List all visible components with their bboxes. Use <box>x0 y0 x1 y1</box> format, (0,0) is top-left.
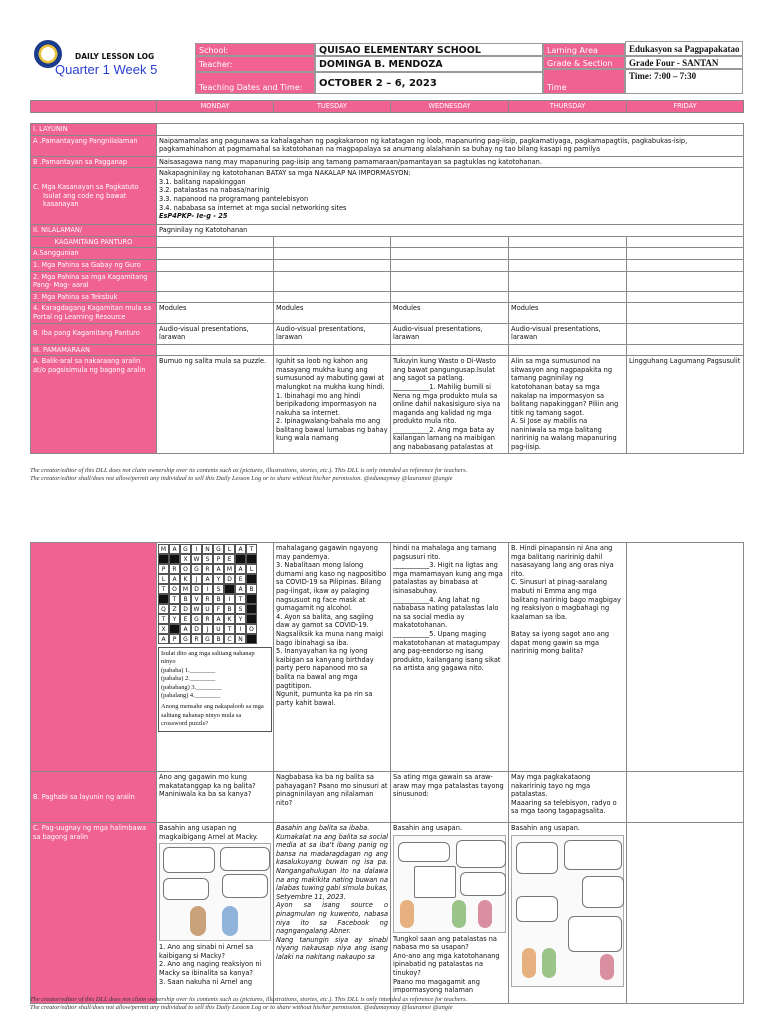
tekstbuk-label: 3. Mga Pahina sa Teksbuk <box>31 291 157 303</box>
crossword-cell <box>246 594 257 604</box>
puzzle-line: (pababa) 1.________ <box>161 666 216 674</box>
paghabi-tue: Nagbabasa ka ba ng balita sa pahayagan? Paano mo sinusuri at pinagninilayan ang nilalaman nito? <box>274 772 391 823</box>
crossword-cell: V <box>191 594 202 604</box>
lesson-table-page1 <box>30 100 744 454</box>
crossword-cell: A <box>169 574 180 584</box>
crossword-cell: B <box>180 594 191 604</box>
balik-label: A. Balik-aral sa nakaraang aralin at/o pagsisimula ng bagong aralin <box>31 356 157 454</box>
crossword-cell: S <box>235 604 246 614</box>
speech-bubble <box>516 896 558 922</box>
layunin-label: I. LAYUNIN <box>31 124 157 136</box>
cell <box>391 271 509 291</box>
teacher-label: Teacher: <box>195 56 315 72</box>
modules-wed: Modules <box>391 303 509 323</box>
crossword-cell: E <box>224 554 235 564</box>
crossword-cell: O <box>246 624 257 634</box>
kasanayan-code: EsP4PKP- Ie-g - 25 <box>159 212 228 221</box>
paghabi-mon: Ano ang gagawin mo kung makatatanggap ka ng balita? Maniniwala ka ba sa kanya? <box>157 772 274 823</box>
pag-thu-intro: Basahin ang usapan. <box>511 824 580 832</box>
iba-tue: Audio-visual presentations, larawan <box>274 323 391 344</box>
cell <box>274 291 391 303</box>
school-value: QUISAO ELEMENTARY SCHOOL <box>315 43 543 56</box>
crossword-cell <box>158 554 169 564</box>
pagganap-label: B .Pamantayan sa Pagganap <box>31 156 157 168</box>
crossword-cell <box>235 554 246 564</box>
time-label: Time <box>543 69 625 94</box>
karagdagang-label: 4. Karagdagang Kagamitan mula sa Portal ng Learning Resource <box>31 303 157 323</box>
modules-tue: Modules <box>274 303 391 323</box>
modules-thu: Modules <box>509 303 627 323</box>
crossword-cell: Y <box>235 614 246 624</box>
cell <box>157 344 274 356</box>
balik-thu: Alin sa mga sumusunod na sitwasyon ang nagpapakita ng tamang pagninilay ng katotohanan batay sa mga nakalap na impormasyon sa balitang napakinggan? Piliin ang titik ng tamang sagot. A. Si Jose ay mabilis na naniniwala sa mga balitang naririnig na walang mapanuring pag-iisip. <box>509 356 627 454</box>
crossword-cell: S <box>213 584 224 594</box>
crossword-cell: B <box>246 584 257 594</box>
kasanayan-title: C. Mga Kasanayan sa Pagkatuto <box>33 183 139 192</box>
crossword-cell <box>246 574 257 584</box>
pag-mon <box>157 823 274 1004</box>
crossword-cell: F <box>213 604 224 614</box>
nilalaman-label: II. NILALAMAN/ <box>31 225 157 237</box>
crossword-cell: A <box>180 624 191 634</box>
crossword-cell: P <box>169 634 180 644</box>
cell <box>274 271 391 291</box>
puzzle-question: Anong mensahe ang nakapaloob sa mga salitang nahanap ninyo mula sa crossword puzzle? <box>161 703 264 728</box>
day-header-blank <box>31 101 157 113</box>
kasanayan-line: 3.2. patalastas na nabasa/narinig <box>159 186 270 195</box>
crossword-cell: T <box>224 624 235 634</box>
kasanayan-sub: Isulat ang code ng bawat kasanayan <box>43 191 127 209</box>
crossword-cell: P <box>158 564 169 574</box>
crossword-cell: A <box>158 634 169 644</box>
cell <box>627 236 744 248</box>
kasanayan-line: 3.1. balitang napakinggan <box>159 177 246 186</box>
crossword-cell: R <box>169 564 180 574</box>
crossword-cell <box>224 584 235 594</box>
crossword-cell: X <box>180 554 191 564</box>
pag-wed <box>391 823 509 1004</box>
cell <box>509 271 627 291</box>
crossword-cell: G <box>213 544 224 554</box>
speech-bubble <box>516 842 558 874</box>
arnel-illustration <box>190 906 206 936</box>
cell <box>157 271 274 291</box>
crossword-cell: D <box>191 624 202 634</box>
crossword-cell <box>158 594 169 604</box>
crossword-cell: Y <box>169 614 180 624</box>
cell <box>274 259 391 271</box>
crossword-cell: A <box>213 614 224 624</box>
crossword-cell: G <box>180 544 191 554</box>
layunin-blank <box>157 124 744 136</box>
pag-mon-questions: 1. Ano ang sinabi ni Arnel sa kaibigang si Macky? 2. Ano ang naging reaksiyon ni Macky sa ibinalita sa kanya? 3. Saan nakuha ni Arnel ang <box>159 943 262 986</box>
speech-bubble <box>414 866 456 898</box>
balik-fri: Lingguhang Lagumang Pagsusulit <box>627 356 744 454</box>
pagganap-value: Naisasagawa nang may mapanuring pag-iisip ang tamang pamamaraan/pamantayan sa pagtuklas ng katotohanan. <box>157 156 744 168</box>
crossword-cell: Y <box>213 574 224 584</box>
puzzle-line: (pababa) 2.________ <box>161 675 216 683</box>
cell <box>509 236 627 248</box>
day-header-wednesday: WEDNESDAY <box>391 101 509 113</box>
crossword-cell: Q <box>158 604 169 614</box>
kagamitan-label: KAGAMITANG PANTURO <box>31 236 157 248</box>
footer-note-4: The creator/editor shall/does not allow/permit any individual to sell this Daily Lesson Log or to share without his/her permission. @edumaymay @lauramoi @angie <box>30 1004 453 1011</box>
iba-wed: Audio-visual presentations, larawan <box>391 323 509 344</box>
cell <box>627 303 744 323</box>
arnel-macky-comic <box>159 843 271 941</box>
cell <box>391 259 509 271</box>
teacher-value: DOMINGA B. MENDOZA <box>315 56 543 72</box>
puzzle-note: Isulat dito ang mga salitang nahanap ninyo <box>161 650 255 666</box>
speech-bubble <box>456 840 506 868</box>
crossword-cell: A <box>213 564 224 574</box>
crossword-cell: L <box>158 574 169 584</box>
dates-label: Teaching Dates and Time: <box>195 72 315 94</box>
area-label: Larning Area <box>543 43 625 56</box>
balik-label-cont <box>31 543 157 772</box>
child-illustration <box>452 900 466 928</box>
crossword-cell: O <box>180 564 191 574</box>
speech-bubble <box>582 876 624 908</box>
cell <box>274 248 391 260</box>
cell <box>627 823 744 1004</box>
crossword-cell: U <box>202 604 213 614</box>
crossword-cell: I <box>224 594 235 604</box>
child-illustration <box>542 948 556 978</box>
quarter-title: Quarter 1 Week 5 <box>55 62 158 77</box>
child-illustration <box>522 948 536 978</box>
pag-thu <box>509 823 627 1004</box>
speech-bubble <box>568 916 622 952</box>
cell <box>509 344 627 356</box>
nilalaman-value: Pagninilay ng Katotohanan <box>157 225 744 237</box>
crossword-cell: G <box>180 634 191 644</box>
crossword-cell: G <box>191 564 202 574</box>
speech-bubble <box>163 847 215 873</box>
tue-cont: mahalagang gagawin ngayong may pandemya. 3. Nabalitaan mong lalong dumami ang kaso ng nagpositibo sa COVID-19 sa Pilipinas. Bilang pag-iingat, ikaw ay palaging nagsusuot ng face mask at gumagamit ng alcohol. 4. Ayon sa balita, ang sagiing daw ay gamot sa COVID-19. Nagsaliksik ka muna nang maigi bago ibinahagi sa iba. 5. Inanyayahan ka ng iyong kaibigan sa kanyang birthday party pero napanood mo sa balita na bawal ang mga pagtitipon. Ngunit, pumunta ka pa rin sa party kahit bawal. <box>274 543 391 772</box>
child-illustration <box>478 900 492 928</box>
paghabi-label: B. Paghabi sa layunin ng aralin <box>31 772 157 823</box>
crossword-cell <box>169 624 180 634</box>
crossword-cell <box>246 604 257 614</box>
crossword-cell: E <box>235 574 246 584</box>
kasanayan-value <box>157 168 744 225</box>
crossword-cell: D <box>180 604 191 614</box>
kasanayan-line: 3.4. nababasa sa internet at mga social networking sites <box>159 203 347 212</box>
cell <box>391 236 509 248</box>
crossword-cell: K <box>224 614 235 624</box>
grade-label: Grade & Section <box>543 56 625 69</box>
modules-mon: Modules <box>157 303 274 323</box>
pamantayan-label: A .Pamantayang Pangnilalaman <box>31 135 157 156</box>
crossword-cell: U <box>213 624 224 634</box>
iba-mon: Audio-visual presentations, larawan <box>157 323 274 344</box>
kasanayan-line: Nakapagninilay ng katotohanan BATAY sa mga NAKALAP NA IMPORMASYON: <box>159 169 411 178</box>
crossword-cell: B <box>213 634 224 644</box>
crossword-cell: A <box>169 544 180 554</box>
paghabi-thu: May mga pagkakataong nakaririnig tayo ng mga patalastas. Maaaring sa telebisyon, radyo o sa mga taong tagapagsalita. <box>509 772 627 823</box>
crossword-cell: G <box>202 634 213 644</box>
crossword-cell: L <box>246 564 257 574</box>
lesson-table-page2 <box>30 542 744 1004</box>
crossword-cell: D <box>191 584 202 594</box>
cell <box>627 323 744 344</box>
crossword-cell: R <box>191 634 202 644</box>
speech-bubble <box>398 842 450 862</box>
crossword-cell: X <box>158 624 169 634</box>
crossword-cell <box>246 614 257 624</box>
crossword-cell: I <box>202 584 213 594</box>
pag-wed-intro: Basahin ang usapan. <box>393 824 462 832</box>
crossword-cell: N <box>202 544 213 554</box>
crossword-cell: M <box>158 544 169 554</box>
crossword-cell: A <box>202 574 213 584</box>
crossword-cell: R <box>202 564 213 574</box>
dll-title: DAILY LESSON LOG <box>75 52 155 61</box>
cell <box>509 248 627 260</box>
crossword-cell: K <box>180 574 191 584</box>
cell <box>627 344 744 356</box>
puzzle-cell <box>157 543 274 772</box>
speech-bubble <box>163 878 209 900</box>
crossword-cell: P <box>213 554 224 564</box>
speech-bubble <box>564 840 622 870</box>
crossword-cell: B <box>213 594 224 604</box>
cell <box>627 772 744 823</box>
footer-note-3: The creator/editor of this DLL does not claim ownership over its contents such as (pictures, illustrations, stories, etc.). This DLL is only intended as reference for teachers. <box>30 996 468 1003</box>
school-label: School: <box>195 43 315 56</box>
time-value: Time: 7:00 – 7:30 <box>625 69 743 94</box>
crossword-cell: B <box>224 604 235 614</box>
cell <box>274 344 391 356</box>
pag-label: C. Pag-uugnay ng mga halimbawa sa bagong aralin <box>31 823 157 1004</box>
balik-mon: Bumuo ng salita mula sa puzzle. <box>157 356 274 454</box>
usapan-comic <box>511 835 624 987</box>
crossword-cell: J <box>202 624 213 634</box>
crossword-cell: N <box>235 634 246 644</box>
cell <box>157 248 274 260</box>
sanggunian-label: A.Sanggunian <box>31 248 157 260</box>
crossword-cell: A <box>235 544 246 554</box>
crossword-cell: J <box>191 574 202 584</box>
crossword-cell: D <box>224 574 235 584</box>
crossword-cell: T <box>158 584 169 594</box>
pag-mon-intro: Basahin ang usapan ng magkaibigang Arnel at Macky. <box>159 824 258 841</box>
cell <box>509 259 627 271</box>
puzzle-box <box>158 647 272 732</box>
speech-bubble <box>460 872 506 896</box>
pag-tue: Basahin ang balita sa ibaba. Kumakalat na ang balita sa social media at sa iba't ibang panig ng bansa na madaragdagan ng ang kasalukuyang buwan ng isa pa. Nangangahulugan ito na dalawa na ang makikita nating buwan na lalabas tuwing gabi simula bukas, Setyembre 11, 2023. Ayon sa isang source o pinagmulan ng kuwento, nabasa niya ito sa Facebook ng nagngangalang Abner. Nang tanungin siya ay sinabi niyang nakausap niya ang isang lalaki na nakitang nakaupo sa <box>274 823 391 1004</box>
gabay-label: 1. Mga Pahina sa Gabay ng Guro <box>31 259 157 271</box>
crossword-cell: A <box>235 564 246 574</box>
crossword-cell: A <box>235 584 246 594</box>
footer-note-2: The creator/editor shall/does not allow/permit any individual to sell this Daily Lesson Log or to share without his/her permission. @edumaymay @lauramoi @angie <box>30 475 453 482</box>
crossword-cell: T <box>169 594 180 604</box>
cell <box>391 291 509 303</box>
cell <box>274 236 391 248</box>
wed-cont: hindi na mahalaga ang tamang pagsusuri rito. ___________3. Higit na ligtas ang mga mamamayan kung ang mga patalastas ay binabasa at isinasabuhay. ___________4. Ang lahat ng nababasa nating patalastas lalo na sa social media ay makatotohanan. ___________5. Upang maging makatotohanan at matagumpay ang pag-eendorso ng isang produkto, kailangang isang sikat na artista ang gagawa nito. <box>391 543 509 772</box>
balik-wed: Tukuyin kung Wasto o Di-Wasto ang bawat pangungusap.Isulat ang sagot sa patlang. ___________1. Mahilig bumili si Nena ng mga produkto mula sa online dahil nakasisiguro siya na maganda ang kalidad ng mga produkto mula rito. ___________2. Ang mga bata ay kailangan lamang na maibigan ang nababasang patalastas at <box>391 356 509 454</box>
cell <box>627 291 744 303</box>
crossword-cell: M <box>180 584 191 594</box>
crossword-cell: R <box>202 594 213 604</box>
kasanayan-line: 3.3. napanood na programang pantelebisyon <box>159 194 309 203</box>
speech-bubble <box>220 847 270 871</box>
crossword-cell: I <box>191 544 202 554</box>
thu-cont: B. Hindi pinapansin ni Ana ang mga balitang naririnig dahil nasasayang lang ang oras niya rito. C. Sinusuri at pinag-aaralang mabuti ni Emma ang mga balitang naririnig bago magbigay ng reaksiyon o magbahagi ng kaalaman sa iba. Batay sa iyong sagot ano ang dapat mong gawin sa mga naririnig mong balita? <box>509 543 627 772</box>
crossword-cell: M <box>224 564 235 574</box>
crossword-cell: T <box>246 544 257 554</box>
crossword-cell: R <box>202 614 213 624</box>
day-header-monday: MONDAY <box>157 101 274 113</box>
crossword-cell <box>246 634 257 644</box>
cell <box>627 259 744 271</box>
crossword-cell: Z <box>169 604 180 614</box>
patalastas-comic <box>393 835 506 933</box>
cell <box>627 543 744 772</box>
crossword-cell <box>169 554 180 564</box>
cell <box>157 236 274 248</box>
kagamitang-label: 2. Mga Pahina sa mga Kagamitang Pang- Mag- aaral <box>31 271 157 291</box>
crossword-puzzle <box>158 544 272 644</box>
cell <box>627 271 744 291</box>
day-header-thursday: THURSDAY <box>509 101 627 113</box>
paghabi-wed: Sa ating mga gawain sa araw-araw may mga patalastas tayong sinusunod: <box>391 772 509 823</box>
grade-value: Grade Four - SANTAN <box>625 56 743 69</box>
child-illustration <box>600 954 614 980</box>
crossword-cell: W <box>191 604 202 614</box>
iba-thu: Audio-visual presentations, larawan <box>509 323 627 344</box>
pag-wed-questions: Tungkol saan ang patalastas na nabasa mo sa usapan? Ano-ano ang mga katotohanang ipinabatid ng patalastas na tinukoy? Paano mo magagamit ang impormasyong nalaman <box>393 934 500 995</box>
child-illustration <box>400 900 414 928</box>
cell <box>157 259 274 271</box>
crossword-cell: S <box>202 554 213 564</box>
puzzle-line: (pababang) 3.________ <box>161 683 222 691</box>
cell <box>391 248 509 260</box>
crossword-cell: T <box>235 594 246 604</box>
crossword-cell: E <box>180 614 191 624</box>
area-value: Edukasyon sa Pagpapakatao <box>625 41 743 56</box>
iba-label: B. Iba pang Kagamitang Panturo <box>31 323 157 344</box>
kasanayan-label <box>31 168 157 225</box>
speech-bubble <box>222 874 268 898</box>
cell <box>627 248 744 260</box>
macky-illustration <box>222 906 238 936</box>
crossword-cell: G <box>191 614 202 624</box>
crossword-cell: C <box>224 634 235 644</box>
puzzle-line: (pahalang) 4.________ <box>161 692 221 700</box>
footer-note-1: The creator/editor of this DLL does not claim ownership over its contents such as (pictures, illustrations, stories, etc.). This DLL is only intended as reference for teachers. <box>30 467 468 474</box>
pamantayan-value: Naipamamalas ang pagunawa sa kahalagahan ng pagkakaroon ng katatagan ng loob, mapanuring pag-iisip, pagkamatiyaga, pagkamapagtiis, pagkabukas-isip, pagkamahinahon at pagmamahal sa katotohanan na magpapalaya sa anumang alalahanin sa buhay ng tao bilang kasapi ng pamilya <box>157 135 744 156</box>
dates-value: OCTOBER 2 – 6, 2023 <box>315 72 543 94</box>
crossword-cell: T <box>158 614 169 624</box>
cell <box>157 291 274 303</box>
cell <box>509 291 627 303</box>
crossword-cell: W <box>191 554 202 564</box>
cell <box>391 344 509 356</box>
day-header-friday: FRIDAY <box>627 101 744 113</box>
pamamaraan-label: III. PAMAMARAAN <box>31 344 157 356</box>
crossword-cell: O <box>169 584 180 594</box>
crossword-cell: I <box>235 624 246 634</box>
crossword-cell <box>246 554 257 564</box>
day-header-tuesday: TUESDAY <box>274 101 391 113</box>
crossword-cell: L <box>224 544 235 554</box>
balik-tue: Iguhit sa loob ng kahon ang masayang mukha kung ang sumusunod ay mabuting gawi at malungkot na mukha kung hindi. 1. Ibinahagi mo ang hindi beripikadong impormasyon na nakuha sa internet. 2. Ipinagwalang-bahala mo ang balitang bawal lumabas ng bahay kung wala namang <box>274 356 391 454</box>
